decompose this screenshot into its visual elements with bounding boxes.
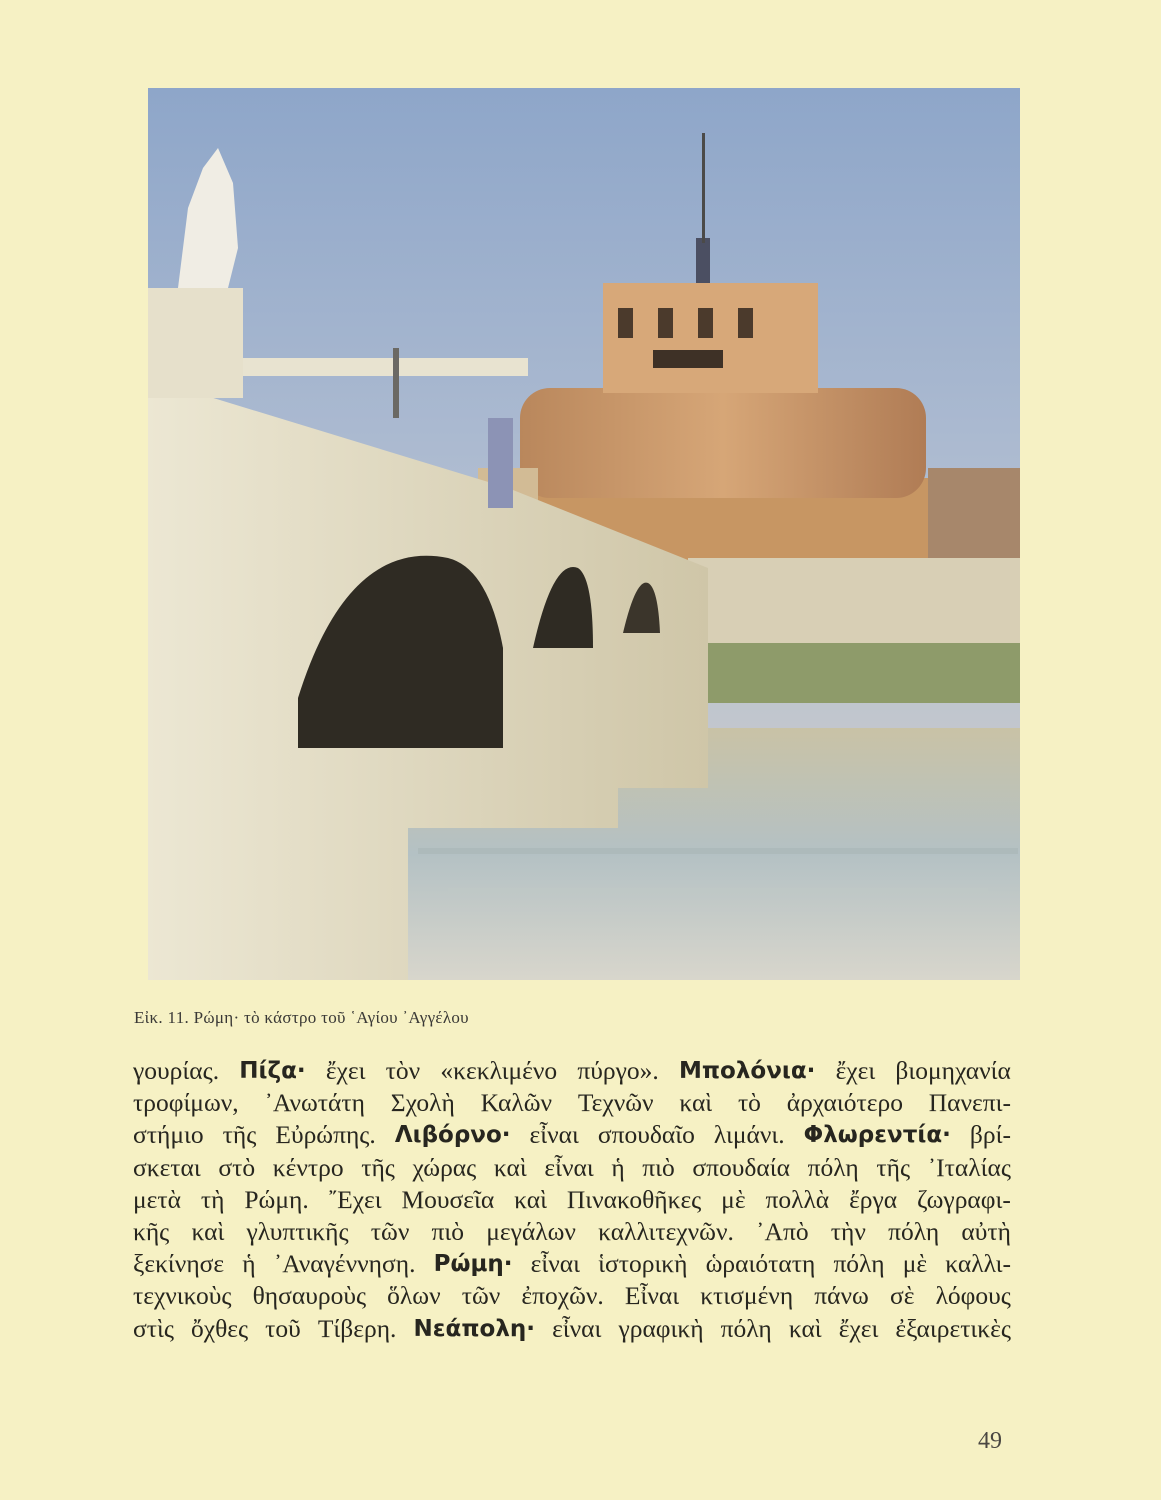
word: Καλῶν (480, 1088, 553, 1118)
word: τῶν (370, 1216, 410, 1246)
word: θησαυροὺς (252, 1281, 367, 1311)
word: σπουδαία (692, 1152, 791, 1182)
word: καὶ (191, 1216, 225, 1246)
word: ἡ (242, 1249, 256, 1279)
word: στὶς (133, 1313, 174, 1343)
word: χώρας (412, 1152, 477, 1182)
word: σπουδαῖο (597, 1120, 695, 1150)
text-line (133, 1055, 1011, 1087)
word: τὸ (737, 1088, 761, 1118)
word: τῶν (461, 1281, 501, 1311)
place-name-bold: Μπολόνια· (678, 1058, 816, 1084)
word: πύργο». (577, 1056, 659, 1085)
word: ἐποχῶν. (521, 1281, 604, 1311)
word: καὶ (493, 1152, 527, 1182)
word: ἔργα (849, 1184, 898, 1214)
word: ἡ (611, 1152, 625, 1182)
word: Μουσεῖα (401, 1184, 495, 1214)
word: ἐξαιρετικὲς (895, 1313, 1011, 1343)
word: στήμιο (133, 1120, 204, 1150)
word: Πανεπι- (928, 1088, 1011, 1118)
word: ᾿Αναγέννηση. (273, 1249, 416, 1279)
word: τροφίμων, (133, 1088, 239, 1118)
word: πιὸ (642, 1152, 675, 1182)
figure-caption: Εἰκ. 11. Ρώμη· τὸ κάστρο τοῦ ῾Αγίου ᾿Αγγέλου (134, 1008, 469, 1027)
body-text (133, 1055, 1011, 1345)
word: τὸν (385, 1056, 421, 1085)
figure-photo (148, 88, 1020, 980)
word: καὶ (679, 1088, 713, 1118)
word: λιμάνι. (713, 1120, 785, 1150)
word: τῆς (876, 1152, 911, 1182)
word: πόλη (720, 1313, 772, 1343)
word: Εὐρώπης. (275, 1120, 376, 1150)
word: πόλη (888, 1216, 940, 1246)
word: μετὰ (133, 1184, 181, 1214)
word: γουρίας. (133, 1056, 220, 1085)
word: μὲ (721, 1184, 746, 1214)
word: μεγάλων (486, 1216, 576, 1246)
word: εἶναι (544, 1152, 594, 1182)
place-name-bold: Λιβόρνο· (394, 1122, 511, 1149)
place-name-bold: Νεάπολη· (413, 1315, 535, 1342)
word: πολλὰ (765, 1184, 830, 1214)
word: Τεχνῶν (577, 1088, 654, 1118)
word: τὴ (200, 1184, 225, 1214)
word: πόλη (833, 1249, 885, 1279)
word: Σχολὴ (390, 1088, 455, 1118)
word: γλυπτικῆς (246, 1216, 349, 1246)
word: πόλη (807, 1152, 859, 1182)
castle-bridge-illustration (148, 88, 1020, 980)
word: ᾿Ανωτάτη (264, 1088, 365, 1118)
word: εἶναι (530, 1249, 580, 1279)
text-line (133, 1280, 1011, 1312)
text-line (133, 1087, 1011, 1119)
word: καὶ (788, 1313, 822, 1343)
word: βιομηχανία (895, 1056, 1011, 1085)
text-line (133, 1152, 1011, 1184)
word: βρί- (969, 1120, 1011, 1150)
word: λόφους (935, 1281, 1011, 1311)
place-name-bold: Ρώμη· (433, 1251, 513, 1278)
text-line (133, 1119, 1011, 1151)
word: ῎Εχει (328, 1184, 382, 1214)
word: κῆς (133, 1216, 170, 1246)
word: ὡραιότατη (705, 1249, 816, 1279)
page-number: 49 (978, 1428, 1002, 1454)
word: ᾿Απὸ (756, 1216, 809, 1246)
word: στὸ (218, 1152, 256, 1182)
text-line (133, 1184, 1011, 1216)
word: ᾿Ιταλίας (927, 1152, 1011, 1182)
text-line (133, 1216, 1011, 1248)
word: αὐτὴ (961, 1216, 1011, 1246)
word: ὅλων (387, 1281, 441, 1311)
word: κτισμένη (700, 1281, 794, 1311)
word: τοῦ (265, 1313, 301, 1343)
word: ἔχει (325, 1056, 366, 1085)
word: Εἶναι (624, 1281, 680, 1311)
word: καλλι- (945, 1249, 1011, 1279)
word: τὴν (830, 1216, 866, 1246)
word: Ρώμη. (244, 1184, 309, 1214)
word: πιὸ (431, 1216, 465, 1246)
word: ἀρχαιότερο (786, 1088, 903, 1118)
word: ζωγραφι- (917, 1184, 1011, 1214)
word: τῆς (222, 1120, 257, 1150)
word: Πινακοθῆκες (566, 1184, 702, 1214)
word: εἶναι (529, 1120, 579, 1150)
place-name-bold: Φλωρεντία· (803, 1122, 951, 1149)
word: γραφικὴ (618, 1313, 704, 1343)
word: καὶ (514, 1184, 547, 1214)
word: σκεται (133, 1152, 201, 1182)
word: ἔχει (835, 1056, 876, 1085)
word: τῆς (361, 1152, 395, 1182)
text-line (133, 1313, 1011, 1345)
text-line (133, 1248, 1011, 1280)
word: κέντρο (272, 1152, 344, 1182)
word: εἶναι (552, 1313, 602, 1343)
word: καλλιτεχνῶν. (598, 1216, 734, 1246)
word: πάνω (814, 1281, 869, 1311)
word: σὲ (889, 1281, 915, 1311)
word: «κεκλιμένο (440, 1056, 558, 1085)
word: Τίβερη. (317, 1313, 397, 1343)
word: τεχνικοὺς (133, 1281, 232, 1311)
word: ὄχθες (191, 1313, 249, 1343)
word: μὲ (902, 1249, 928, 1279)
word: ξεκίνησε (133, 1249, 225, 1279)
word: ἔχει (838, 1313, 879, 1343)
word: ἱστορικὴ (598, 1249, 688, 1279)
place-name-bold: Πίζα· (239, 1058, 306, 1084)
